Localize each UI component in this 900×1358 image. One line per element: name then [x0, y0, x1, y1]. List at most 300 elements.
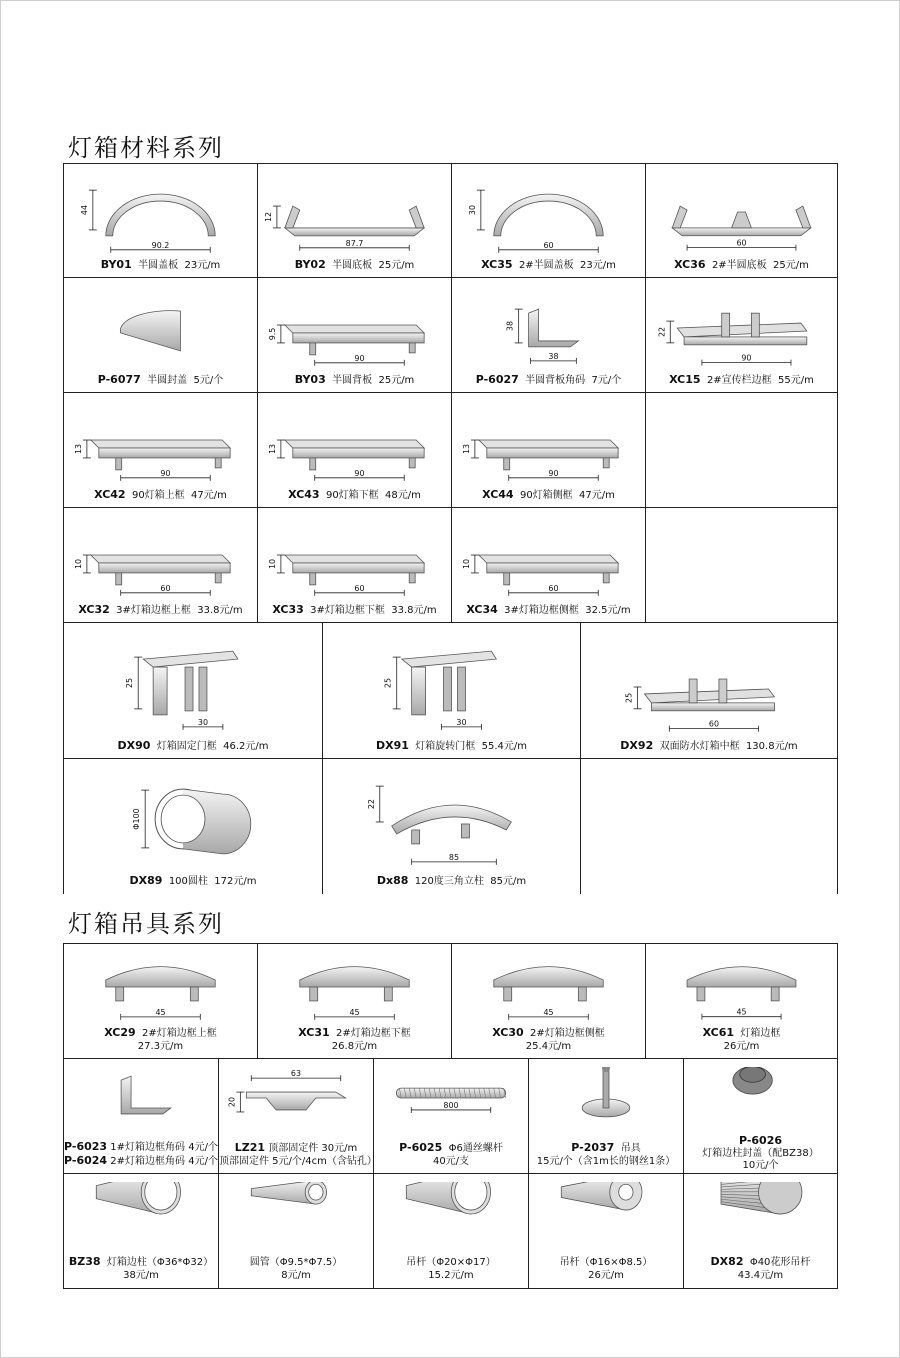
illustration-part: [412, 667, 426, 715]
product-cell: [218, 1059, 377, 1174]
product-illustration: [374, 1182, 528, 1254]
illustration-part: [457, 667, 465, 711]
product-caption: [64, 739, 322, 753]
product-caption: [258, 258, 451, 272]
illustration-part: [672, 228, 811, 236]
product-code: XC43: [288, 488, 320, 501]
empty-cell: [580, 759, 838, 894]
section-title-hangers: 灯箱吊具系列: [68, 910, 224, 938]
product-caption: [219, 1141, 377, 1168]
illustration-part: [392, 805, 512, 834]
product-caption: [646, 1026, 837, 1053]
illustration-part: [300, 967, 409, 987]
catalog-row: [63, 277, 838, 393]
product-illustration: [323, 631, 580, 739]
product-desc: 2#灯箱边框下框: [336, 1028, 411, 1039]
illustration-part: [504, 573, 510, 585]
product-desc: 灯箱固定门框: [156, 741, 217, 752]
product-price: 130.8元/m: [745, 741, 798, 752]
catalog-row: [63, 163, 838, 278]
illustration-part: [461, 824, 469, 838]
product-caption: [452, 488, 645, 502]
illustration-part: [796, 206, 811, 228]
product-price: 25元/m: [378, 375, 415, 386]
product-cell: [580, 623, 838, 759]
product-desc: 半圆封盖: [147, 375, 188, 386]
product-code: BY01: [100, 258, 132, 271]
product-illustration: [64, 1067, 218, 1140]
dimension-label: 30: [467, 204, 477, 216]
product-illustration: [529, 1067, 683, 1140]
illustration-part: [529, 309, 579, 347]
product-desc: 吊杆（Φ16×Φ8.5）: [559, 1257, 653, 1268]
dimension-label: 90: [160, 468, 171, 478]
product-desc: 3#灯箱边框上框: [116, 605, 191, 616]
product-code: BZ38: [68, 1255, 101, 1268]
catalog-row: [63, 1058, 838, 1174]
product-code: DX90: [117, 739, 151, 752]
product-illustration: [452, 286, 645, 373]
dimension-label: 10: [461, 558, 471, 570]
dimension-label: 30: [197, 717, 209, 727]
product-price: 40元/支: [432, 1156, 470, 1167]
illustration-part: [494, 967, 603, 987]
product-cell: [683, 1059, 838, 1174]
product-cell: [451, 944, 645, 1059]
product-desc: 灯箱边框: [740, 1028, 781, 1039]
product-caption: [529, 1141, 683, 1168]
product-illustration: [684, 1067, 837, 1140]
dimension-label: 13: [461, 443, 471, 455]
product-illustration: [64, 172, 257, 258]
product-caption: [64, 1140, 218, 1168]
product-illustration: [258, 952, 451, 1025]
product-desc: 灯箱旋转门框: [415, 741, 476, 752]
illustration-part: [106, 967, 215, 987]
product-desc: 半圆背板: [332, 375, 373, 386]
product-cell: [373, 1174, 528, 1288]
product-caption: [258, 488, 451, 502]
product-desc: 90灯箱下框: [325, 490, 379, 501]
product-illustration: [452, 172, 645, 258]
product-illustration: [684, 1182, 837, 1254]
product-code: XC32: [78, 603, 110, 616]
product-code: XC44: [482, 488, 514, 501]
product-desc: Φ40花形吊杆: [749, 1257, 811, 1268]
catalog-row: [63, 758, 838, 894]
product-price: 15元/个（含1m长的钢丝1条）: [536, 1156, 676, 1167]
product-price: 4元/个: [188, 1142, 218, 1153]
product-illustration: [646, 172, 837, 258]
product-caption: [684, 1255, 837, 1282]
product-price: 30元/m: [321, 1143, 358, 1154]
dimension-label: 45: [736, 1007, 747, 1017]
illustration-part: [603, 573, 609, 583]
product-desc: 灯箱边柱封盖（配BZ38）: [702, 1148, 819, 1159]
dimension-label: 90: [548, 468, 559, 478]
illustration-part: [504, 458, 510, 470]
illustration-part: [751, 313, 759, 337]
product-caption: [64, 373, 257, 387]
product-caption: [374, 1256, 528, 1282]
catalog-row: [63, 622, 838, 759]
illustration-part: [116, 573, 122, 585]
product-code: XC36: [674, 258, 706, 271]
illustration-part: [91, 440, 230, 448]
dimension-label: 20: [227, 1096, 237, 1108]
illustration-part: [722, 313, 730, 337]
product-code: BY02: [294, 258, 326, 271]
product-price: 33.8元/m: [197, 605, 243, 616]
product-caption: [64, 874, 322, 888]
dimension-label: 22: [366, 799, 376, 810]
product-illustration: [64, 286, 257, 373]
product-note: 顶部固定件 5元/个/4cm（含钻孔）: [219, 1156, 377, 1167]
product-price: 33.8元/m: [391, 605, 437, 616]
product-desc: 1#灯箱边框角码: [110, 1142, 186, 1153]
empty-cell: [645, 508, 838, 623]
product-code: BY03: [294, 373, 326, 386]
illustration-part: [153, 667, 167, 715]
dimension-label: 25: [383, 677, 393, 689]
product-price: 85元/m: [490, 876, 527, 887]
product-cell: [322, 623, 580, 759]
product-caption: [323, 739, 580, 753]
product-cell: [257, 508, 451, 623]
illustration-part: [185, 667, 193, 711]
dimension-label: 13: [267, 443, 277, 455]
product-price: 26元/m: [723, 1041, 760, 1052]
dimension-label: 800: [443, 1100, 459, 1110]
product-illustration: [64, 952, 257, 1025]
product-price: 55.4元/m: [481, 741, 528, 752]
dimension-label: 45: [543, 1007, 554, 1017]
dimension-label: 90: [354, 468, 365, 478]
product-cell: [451, 164, 645, 278]
illustration-part: [409, 206, 424, 228]
dimension-label: 10: [267, 558, 277, 570]
product-cell: [645, 278, 838, 393]
product-cell: [63, 944, 257, 1059]
product-cell: [645, 944, 838, 1059]
illustration-part: [677, 323, 807, 337]
illustration-part: [99, 563, 230, 573]
product-desc: 3#灯箱边框下框: [310, 605, 385, 616]
dimension-label: 38: [505, 320, 515, 332]
dimension-label: 60: [543, 240, 554, 250]
illustration-part: [771, 987, 779, 1001]
product-desc: Φ6通丝螺杆: [448, 1143, 503, 1154]
dimension-label: 60: [708, 719, 720, 729]
illustration-part: [687, 967, 796, 987]
illustration-part: [143, 651, 238, 667]
product-code: P-6026: [738, 1134, 783, 1147]
illustration-part: [619, 1184, 633, 1200]
product-caption: [64, 1026, 257, 1053]
illustration-part: [309, 1184, 323, 1200]
product-caption: [452, 258, 645, 272]
product-price: 15.2元/m: [428, 1270, 474, 1281]
catalog-row: [63, 1173, 838, 1289]
product-desc: 2#灯箱边框上框: [142, 1028, 217, 1039]
product-cell: [63, 508, 257, 623]
product-caption: [64, 603, 257, 617]
product-desc: 顶部固定件: [268, 1143, 319, 1154]
illustration-part: [199, 667, 207, 711]
product-cell: [645, 164, 838, 278]
product-code: P-6024: [64, 1154, 108, 1167]
product-code: DX82: [710, 1255, 744, 1268]
product-caption: [258, 373, 451, 387]
product-price: 43.4元/m: [737, 1270, 784, 1281]
illustration-part: [479, 440, 618, 448]
illustration-part: [412, 830, 420, 844]
product-cell: [373, 1059, 528, 1174]
product-cell: [528, 1174, 683, 1288]
catalog-row: [63, 392, 838, 508]
dimension-label: 13: [73, 443, 83, 455]
product-illustration: [64, 631, 322, 739]
dimension-label: 90: [741, 353, 752, 363]
product-caption: [219, 1256, 373, 1282]
product-illustration: [646, 952, 837, 1025]
product-desc: 半圆底板: [332, 260, 373, 271]
product-caption: [64, 488, 257, 502]
product-code: XC31: [298, 1026, 330, 1039]
illustration-part: [603, 1070, 609, 1108]
product-code: LZ21: [234, 1141, 266, 1154]
product-illustration: [374, 1067, 528, 1140]
illustration-part: [285, 228, 424, 236]
product-code: XC42: [94, 488, 126, 501]
illustration-part: [494, 194, 603, 236]
illustration-part: [719, 679, 727, 703]
product-desc: 90灯箱侧框: [519, 490, 573, 501]
product-desc: 120度三角立柱: [414, 876, 484, 887]
illustration-part: [689, 679, 697, 703]
illustration-part: [285, 325, 424, 333]
product-code: P-6077: [97, 373, 141, 386]
empty-cell: [645, 393, 838, 508]
product-code: DX91: [375, 739, 409, 752]
product-code: XC29: [104, 1026, 136, 1039]
product-illustration: [323, 767, 580, 874]
product-caption: [452, 603, 645, 617]
illustration-part: [684, 337, 807, 345]
product-desc: 半圆盖板: [138, 260, 179, 271]
dimension-label: 90.2: [151, 240, 170, 250]
illustration-part: [215, 458, 221, 468]
product-price: 47元/m: [579, 490, 615, 501]
dimension-label: 9.5: [267, 327, 277, 341]
dimension-label: Φ100: [132, 808, 142, 830]
product-caption: [646, 258, 837, 272]
product-cell: [683, 1174, 838, 1288]
product-desc: 吊杆（Φ20×Φ17）: [406, 1257, 496, 1268]
dimension-label: 10: [73, 558, 83, 570]
product-desc: 圆管（Φ9.5*Φ7.5）: [249, 1257, 343, 1268]
product-price: 5元/个: [193, 375, 224, 386]
product-price: 25元/m: [773, 260, 809, 271]
product-price: 25元/m: [378, 260, 415, 271]
dimension-label: 63: [290, 1069, 302, 1079]
product-caption: [684, 1135, 837, 1172]
product-code: P-6023: [64, 1140, 108, 1153]
dimension-label: 25: [624, 692, 634, 703]
dimension-label: 60: [736, 238, 747, 248]
illustration-part: [645, 689, 775, 703]
product-cell: [63, 393, 257, 508]
product-caption: [374, 1141, 528, 1168]
product-illustration: [258, 286, 451, 373]
dimension-label: 38: [548, 351, 559, 361]
product-caption: [258, 1026, 451, 1053]
product-caption: [581, 739, 837, 753]
product-illustration: [64, 767, 322, 874]
product-price: 26元/m: [588, 1270, 624, 1281]
illustration-part: [190, 987, 198, 1001]
product-illustration: [64, 401, 257, 488]
illustration-part: [603, 458, 609, 468]
illustration-part: [487, 448, 618, 458]
product-price: 7元/个: [591, 375, 622, 386]
product-cell: [63, 759, 322, 894]
dimension-label: 90: [354, 353, 365, 363]
illustration-part: [402, 651, 497, 667]
product-code: XC35: [481, 258, 513, 271]
illustration-part: [444, 667, 452, 711]
illustration-part: [246, 1092, 345, 1110]
product-price: 172元/m: [214, 876, 257, 887]
product-caption: [452, 1026, 645, 1053]
illustration-part: [161, 795, 205, 843]
product-desc: 灯箱边柱（Φ36*Φ32）: [106, 1257, 214, 1268]
dimension-label: 60: [160, 583, 171, 593]
illustration-part: [99, 448, 230, 458]
section-title-materials: 灯箱材料系列: [68, 134, 224, 162]
illustration-part: [116, 987, 124, 1001]
illustration-part: [651, 703, 774, 711]
product-price: 47元/m: [191, 490, 227, 501]
product-cell: [257, 393, 451, 508]
illustration-part: [578, 987, 586, 1001]
product-code: XC61: [702, 1026, 735, 1039]
product-caption: [64, 258, 257, 272]
illustration-part: [409, 573, 415, 583]
illustration-part: [732, 212, 752, 228]
product-price: 55元/m: [778, 375, 814, 386]
product-illustration: [452, 516, 645, 603]
product-illustration: [581, 631, 837, 739]
product-code: XC15: [669, 373, 701, 386]
product-cell: [63, 164, 257, 278]
product-caption: [646, 373, 837, 387]
product-price: 8元/m: [281, 1270, 311, 1281]
illustration-part: [697, 987, 705, 1001]
product-desc: 2#灯箱边框角码: [110, 1156, 186, 1167]
dimension-label: 60: [354, 583, 365, 593]
product-code: Dx88: [376, 874, 409, 887]
product-price: 32.5元/m: [585, 605, 631, 616]
dimension-label: 44: [79, 204, 89, 216]
product-illustration: [64, 1182, 218, 1254]
product-illustration: [219, 1182, 373, 1254]
product-caption: [258, 603, 451, 617]
product-desc: 2#半圆底板: [711, 260, 767, 271]
illustration-part: [504, 987, 512, 1001]
product-price: 23元/m: [184, 260, 221, 271]
illustration-part: [91, 555, 230, 563]
product-code: P-6025: [399, 1141, 443, 1154]
product-cell: [63, 278, 257, 393]
product-code: DX89: [129, 874, 163, 887]
product-illustration: [258, 401, 451, 488]
product-cell: [451, 508, 645, 623]
product-cell: [257, 278, 451, 393]
product-illustration: [529, 1182, 683, 1254]
illustration-part: [293, 333, 424, 343]
product-cell: [451, 278, 645, 393]
illustration-part: [120, 311, 180, 351]
catalog-row: [63, 507, 838, 623]
dimension-label: 45: [349, 1007, 360, 1017]
product-code: XC33: [272, 603, 304, 616]
illustration-part: [487, 563, 618, 573]
illustration-part: [310, 343, 316, 355]
illustration-part: [215, 573, 221, 583]
product-price: 46.2元/m: [223, 741, 269, 752]
product-caption: [323, 874, 580, 888]
product-illustration: [452, 952, 645, 1025]
dimension-label: 87.7: [345, 238, 364, 248]
product-price: 48元/m: [385, 490, 421, 501]
dimension-label: 60: [548, 583, 559, 593]
product-code: P-2037: [571, 1141, 615, 1154]
dimension-label: 12: [263, 211, 273, 223]
illustration-part: [384, 987, 392, 1001]
product-caption: [529, 1256, 683, 1282]
product-cell: [257, 944, 451, 1059]
illustration-part: [116, 458, 122, 470]
product-cell: [528, 1059, 683, 1174]
dimension-label: 22: [657, 326, 667, 338]
catalog-row: [63, 943, 838, 1059]
product-illustration: [219, 1067, 373, 1140]
product-illustration: [258, 516, 451, 603]
illustration-part: [479, 555, 618, 563]
product-desc: 半圆背板角码: [525, 375, 586, 386]
product-cell: [63, 1174, 218, 1288]
product-desc: 吊具: [620, 1143, 641, 1154]
product-desc: 90灯箱上框: [131, 490, 185, 501]
product-code: XC30: [492, 1026, 524, 1039]
product-price: 10元/个: [742, 1160, 779, 1171]
dimension-label: 85: [448, 852, 460, 862]
product-code: DX92: [620, 739, 654, 752]
product-price: 23元/m: [580, 260, 616, 271]
dimension-label: 45: [155, 1007, 166, 1017]
product-illustration: [452, 401, 645, 488]
product-cell: [257, 164, 451, 278]
product-code: XC34: [466, 603, 498, 616]
illustration-part: [310, 987, 318, 1001]
product-cell: [63, 1059, 218, 1174]
product-desc: 2#宣传栏边框: [706, 375, 772, 386]
product-price: 38元/m: [123, 1270, 159, 1281]
illustration-part: [285, 555, 424, 563]
illustration-part: [285, 206, 300, 228]
product-desc: 双面防水灯箱中框: [659, 741, 740, 752]
